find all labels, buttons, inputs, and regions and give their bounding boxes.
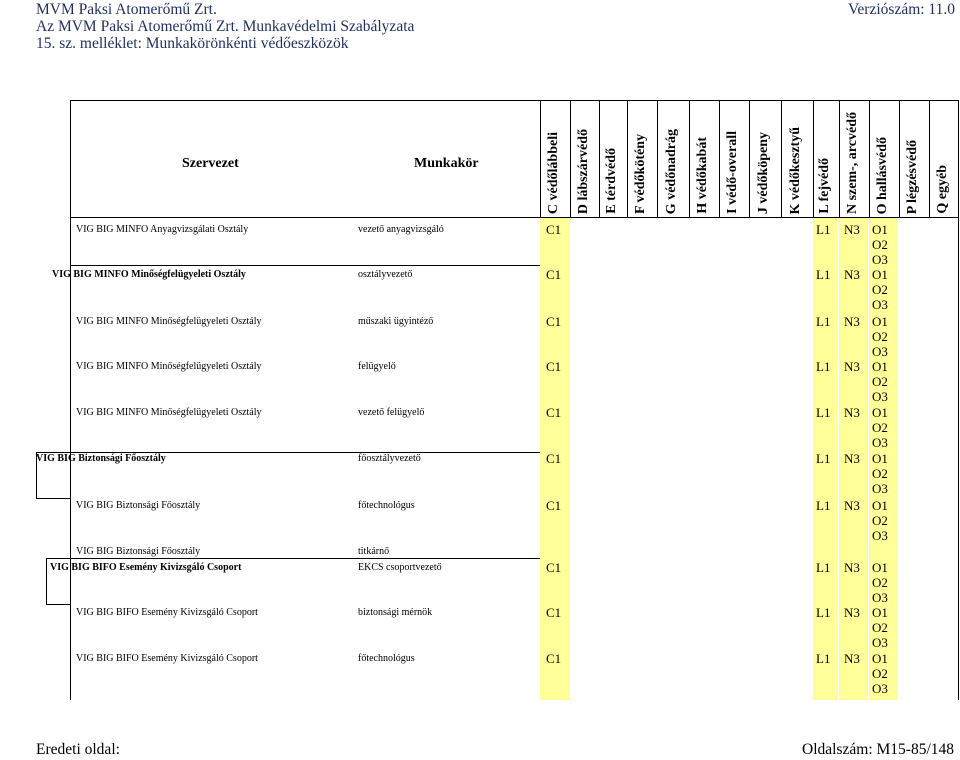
row-organization: VIG BIG BIFO Esemény Kivizsgáló Csoport [50,562,242,573]
row-organization: VIG BIG Biztonsági Főosztály [36,453,166,464]
cell-l-head-protection: L1 [816,605,831,620]
cell-c-footwear: C1 [546,222,562,237]
column-divider [627,100,628,218]
column-header-job: Munkakör [414,156,479,171]
row-job-title: titkárnő [358,546,390,557]
equipment-column-header: N szem-, arcvédő [845,112,860,214]
cell-o-hearing-protection: O2 [872,329,888,344]
column-divider [689,100,690,218]
cell-o-hearing-protection: O1 [872,498,888,513]
cell-c-footwear: C1 [546,605,562,620]
cell-l-head-protection: L1 [816,222,831,237]
cell-c-footwear: C1 [546,359,562,374]
equipment-column-header: P légzésvédő [905,139,920,214]
column-divider [540,100,541,218]
cell-o-hearing-protection: O1 [872,405,888,420]
cell-c-footwear: C1 [546,451,562,466]
equipment-column-header: L fejvédő [817,158,832,214]
column-divider [570,100,571,218]
cell-l-head-protection: L1 [816,451,831,466]
cell-o-hearing-protection: O1 [872,560,888,575]
cell-c-footwear: C1 [546,560,562,575]
cell-n-eye-protection: N3 [844,451,860,466]
company-name: MVM Paksi Atomerőmű Zrt. [36,1,217,18]
cell-l-head-protection: L1 [816,359,831,374]
row-job-title: vezető anyagvizsgáló [358,224,444,235]
equipment-column-header: C védőlábbeli [546,131,561,214]
cell-n-eye-protection: N3 [844,560,860,575]
row-divider [70,265,540,266]
row-job-title: EKCS csoportvezető [358,562,442,573]
row-job-title: biztonsági mérnök [358,607,433,618]
cell-c-footwear: C1 [546,498,562,513]
cell-o-hearing-protection: O2 [872,575,888,590]
cell-o-hearing-protection: O1 [872,222,888,237]
column-header-organization: Szervezet [182,156,239,171]
row-job-title: osztályvezető [358,269,413,280]
row-organization: VIG BIG MINFO Minőségfelügyeleti Osztály [76,361,262,372]
cell-n-eye-protection: N3 [844,359,860,374]
cell-c-footwear: C1 [546,651,562,666]
cell-o-hearing-protection: O3 [872,344,888,359]
cell-o-hearing-protection: O2 [872,282,888,297]
equipment-column-header: I védő-overall [725,131,740,214]
cell-o-hearing-protection: O1 [872,651,888,666]
cell-c-footwear: C1 [546,314,562,329]
cell-o-hearing-protection: O2 [872,513,888,528]
regulation-title: Az MVM Paksi Atomerőmű Zrt. Munkavédelmi Szabályzata [36,18,415,35]
cell-o-hearing-protection: O3 [872,252,888,267]
cell-o-hearing-protection: O1 [872,451,888,466]
row-job-title: vezető felügyelő [358,407,425,418]
cell-n-eye-protection: N3 [844,222,860,237]
column-divider [839,100,840,218]
cell-l-head-protection: L1 [816,314,831,329]
column-divider [749,100,750,218]
original-page-label: Eredeti oldal: [36,741,120,758]
version-number: Verziószám: 11.0 [847,1,955,18]
row-organization: VIG BIG MINFO Minőségfelügyeleti Osztály [52,269,246,280]
cell-o-hearing-protection: O2 [872,237,888,252]
cell-o-hearing-protection: O3 [872,389,888,404]
cell-o-hearing-protection: O2 [872,466,888,481]
cell-n-eye-protection: N3 [844,498,860,513]
equipment-column-header: O hallásvédő [875,136,890,214]
equipment-column-header: F védőkötény [633,134,648,214]
cell-o-hearing-protection: O3 [872,635,888,650]
column-divider [781,100,782,218]
equipment-column-header: Q egyéb [935,165,950,214]
cell-o-hearing-protection: O2 [872,666,888,681]
equipment-column-header: J védőköpeny [756,131,771,214]
equipment-column-header: E térdvédő [604,148,619,214]
row-divider [46,604,70,605]
cell-l-head-protection: L1 [816,560,831,575]
row-divider [36,498,70,499]
cell-l-head-protection: L1 [816,651,831,666]
cell-o-hearing-protection: O3 [872,297,888,312]
column-divider [599,100,600,218]
column-divider [869,100,870,218]
cell-o-hearing-protection: O3 [872,681,888,696]
page-number: Oldalszám: M15-85/148 [802,741,954,758]
row-job-title: főtechnológus [358,500,415,511]
row-job-title: főosztályvezető [358,453,421,464]
column-divider [719,100,720,218]
cell-n-eye-protection: N3 [844,314,860,329]
row-divider [46,558,540,559]
cell-o-hearing-protection: O1 [872,267,888,282]
cell-c-footwear: C1 [546,267,562,282]
row-job-title: felügyelő [358,361,396,372]
equipment-table [36,100,959,700]
row-organization: VIG BIG MINFO Minőségfelügyeleti Osztály [76,407,262,418]
cell-l-head-protection: L1 [816,405,831,420]
cell-c-footwear: C1 [546,405,562,420]
cell-o-hearing-protection: O3 [872,481,888,496]
cell-n-eye-protection: N3 [844,405,860,420]
column-divider [899,100,900,218]
row-organization: VIG BIG Biztonsági Főosztály [76,500,201,511]
equipment-column-header: G védőnadrág [664,128,679,214]
row-organization: VIG BIG MINFO Minőségfelügyeleti Osztály [76,316,262,327]
equipment-column-header: K védőkesztyű [788,126,803,214]
row-organization: VIG BIG BIFO Esemény Kivizsgáló Csoport [76,653,258,664]
column-divider [657,100,658,218]
row-job-title: főtechnológus [358,653,415,664]
cell-n-eye-protection: N3 [844,267,860,282]
cell-o-hearing-protection: O1 [872,605,888,620]
row-organization: VIG BIG MINFO Anyagvizsgálati Osztály [76,224,249,235]
cell-n-eye-protection: N3 [844,605,860,620]
row-job-title: műszaki ügyintéző [358,316,434,327]
cell-o-hearing-protection: O3 [872,435,888,450]
equipment-column-header: D lábszárvédő [576,128,591,214]
annex-title: 15. sz. melléklet: Munkakörönkénti védőeszközök [36,35,349,52]
cell-o-hearing-protection: O2 [872,374,888,389]
cell-o-hearing-protection: O2 [872,620,888,635]
column-divider [929,100,930,218]
equipment-column-header: H védőkabát [695,137,710,214]
cell-o-hearing-protection: O3 [872,590,888,605]
cell-o-hearing-protection: O1 [872,314,888,329]
cell-o-hearing-protection: O1 [872,359,888,374]
cell-l-head-protection: L1 [816,498,831,513]
column-divider [813,100,814,218]
row-organization: VIG BIG BIFO Esemény Kivizsgáló Csoport [76,607,258,618]
cell-o-hearing-protection: O2 [872,420,888,435]
row-divider [46,558,47,604]
cell-n-eye-protection: N3 [844,651,860,666]
row-organization: VIG BIG Biztonsági Főosztály [76,546,201,557]
cell-o-hearing-protection: O3 [872,528,888,543]
cell-l-head-protection: L1 [816,267,831,282]
